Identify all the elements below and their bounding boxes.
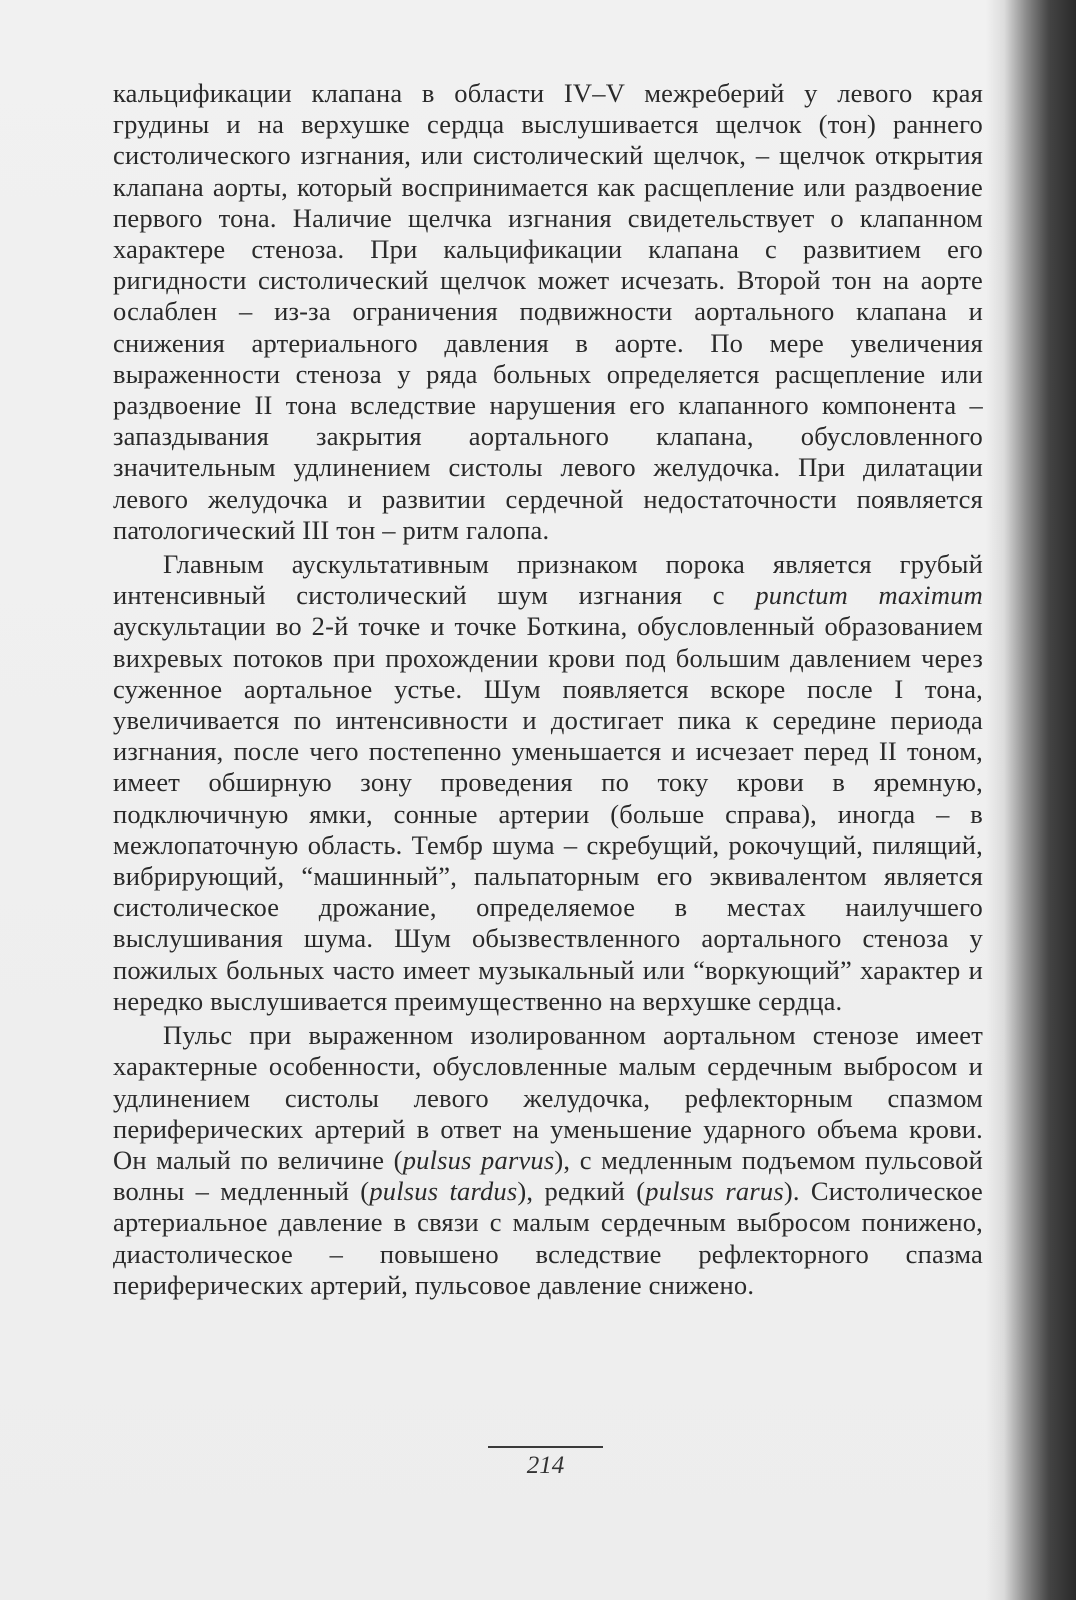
paragraph-1: кальцификации клапана в области IV–V межреберий у левого края грудины и на верхушке сердца выслушивается щелчок (тон) раннего систолического изгнания, или систолический щелчок, – щелчок открытия клапана аорты, который воспринимается как расщепление или раздвоение первого тона. Наличие щелчка изгнания свидетельствует о клапанном характере стеноза. При кальцификации клапана с развитием его ригидности систолический щелчок может исчезать. Второй тон на аорте ослаблен – из-за ограничения подвижности аортального клапана и снижения артериального давления в аорте. По мере увеличения выраженности стеноза у ряда больных определяется расщепление или раздвоение II тона вследствие нарушения его клапанного компонента – запаздывания закрытия аортального клапана, обусловленного значительным удлинением систолы левого желудочка. При дилатации левого желудочка и развитии сердечной недостаточности появляется патологический III тон – ритм галопа. xyxy=(113,78,983,545)
paragraph-2 xyxy=(113,549,983,1017)
page-number-rule xyxy=(488,1446,603,1448)
page-number: 214 xyxy=(526,1452,565,1479)
paragraph-2-text-1: Главным аускультативным признаком порока является грубый интенсивный систолический шум изгнания с xyxy=(113,549,983,611)
paragraph-3-text-3: ), редкий ( xyxy=(517,1176,646,1207)
paragraph-2-latin-term: punctum maximum xyxy=(755,580,983,611)
paragraph-3-text-4: ). Систолическое артериальное давление в связи с малым сердечным выбросом понижено, диастолическое – повышено вследствие рефлекторного спазма периферических артерий, пульсовое давление снижено. xyxy=(113,1176,984,1300)
paragraph-3-latin-term-2: pulsus tardus xyxy=(369,1176,518,1207)
book-spine-shadow xyxy=(986,0,1076,1600)
paragraph-3 xyxy=(113,1020,983,1301)
paragraph-2-text-2: аускультации во 2-й точке и точке Боткина, обусловленный образованием вихревых потоков при прохождении крови под большим давлением через суженное аортальное устье. Шум появляется вскоре после I тона, увеличивается по интенсивности и достигает пика к середине периода изгнания, после чего постепенно уменьшается и исчезает перед II тоном, имеет обширную зону проведения по току крови в яремную, подключичную ямки, сонные артерии (больше справа), иногда – в межлопаточную область. Тембр шума – скребущий, рокочущий, пилящий, вибрирующий, “машинный”, пальпаторным его эквивалентом является систолическое дрожание, определяемое в местах наилучшего выслушивания шума. Шум обызвествленного аортального стеноза у пожилых больных часто имеет музыкальный или “воркующий” характер и нередко выслушивается преимущественно на верхушке сердца. xyxy=(113,611,983,1016)
body-text xyxy=(113,78,983,1301)
paragraph-3-latin-term-1: pulsus parvus xyxy=(402,1144,555,1175)
paragraph-3-latin-term-3: pulsus rarus xyxy=(645,1176,784,1207)
paragraph-3-text-2: ), с медленным подъемом пульсовой волны – медленный ( xyxy=(113,1144,983,1207)
paragraph-3-text-1: Пульс при выраженном изолированном аортальном стенозе имеет характерные особенности, обусловленные малым сердечным выбросом и удлинением систолы левого желудочка, рефлекторным спазмом периферических артерий в ответ на уменьшение ударного объема крови. Он малый по величине ( xyxy=(113,1020,983,1175)
